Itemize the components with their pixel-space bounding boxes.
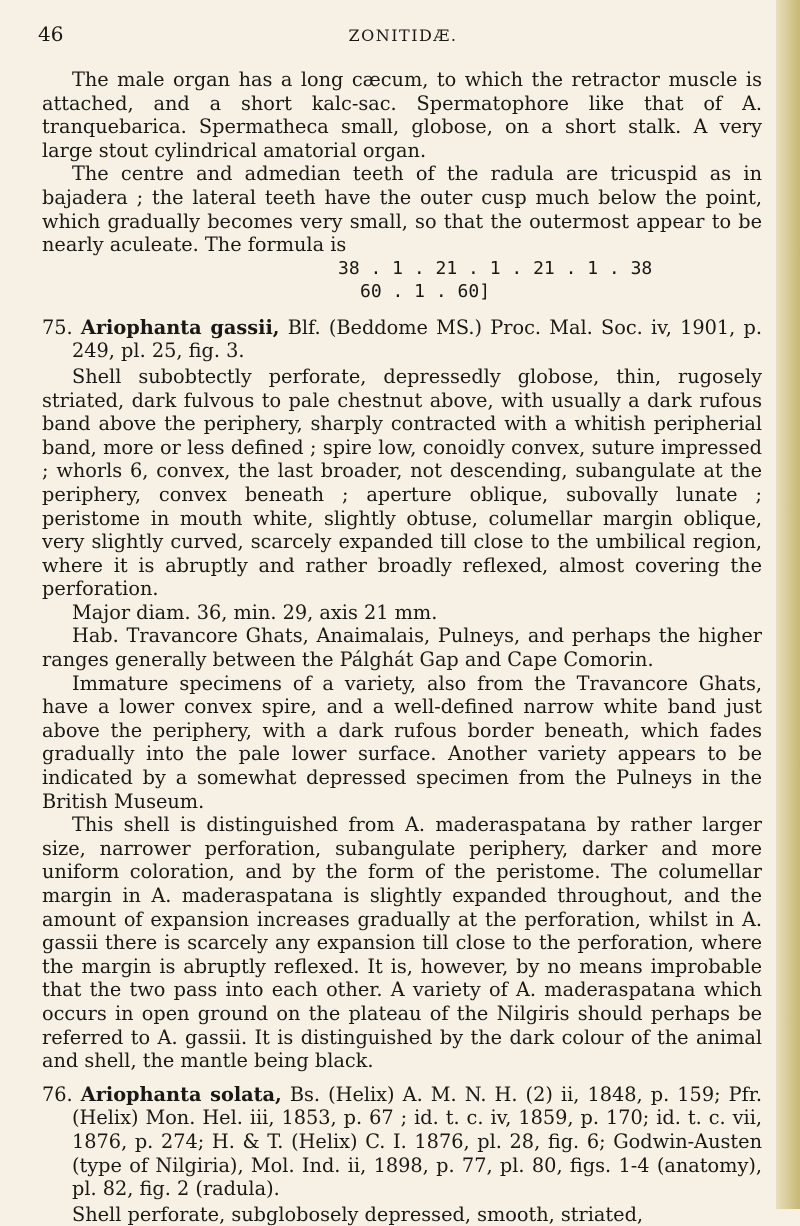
species-76-citation: Bs. (Helix) A. M. N. H. (2) ii, 1848, p. 159; Pfr. (Helix) Mon. Hel. iii, 1853, p. 67 ; id. t. c. iv, 1859, p. 170; id. t. c. vii, 1876, p. 274; H. & T. (Helix) C. I. 1876, pl. 28, fig. 6; Godwin-Austen (type of Nilgiria), Mol. Ind. ii, 1898, p. 77, pl. 80, figs. 1-4 (anatomy), pl. 82, fig. 2 (radula).: [72, 1082, 762, 1201]
radula-formula-line-1: 38 . 1 . 21 . 1 . 21 . 1 . 38: [338, 257, 653, 279]
radula-formula-line-2: 60 . 1 . 60]: [360, 280, 491, 302]
species-75-number: 75.: [42, 315, 73, 339]
page-header: [38, 22, 768, 56]
species-75-name: Ariophanta gassii,: [80, 315, 280, 339]
species-76-name: Ariophanta solata,: [80, 1082, 282, 1106]
page-edge: [776, 0, 800, 1209]
page-number: 46: [38, 22, 64, 46]
species-75-shell-description: Shell subobtectly perforate, depressedly globose, thin, rugosely striated, dark fulvous to pale chestnut above, with usually a dark rufous band above the periphery, sharply contracted with a whitish peripherial band, more or less defined ; spire low, conoidly convex, suture impressed ; whorls 6, convex, the last broader, not descending, subangulate at the periphery, convex beneath ; aperture oblique, subovally lunate ; peristome in mouth white, slightly obtuse, columellar margin oblique, very slightly curved, scarcely expanded till close to the umbilical region, where it is abruptly and rather broadly reflexed, almost covering the perforation.: [42, 364, 762, 601]
species-75-heading: [42, 316, 762, 363]
running-head: ZONITIDÆ.: [348, 26, 458, 45]
species-75-dimensions: Major diam. 36, min. 29, axis 21 mm.: [72, 600, 438, 624]
paragraph-male-organ: The male organ has a long cæcum, to which the retractor muscle is attached, and a short kalc-sac. Spermatophore like that of A. tranquebarica. Spermatheca small, globose, on a short stalk. A very large stout cylindrical amatorial organ.: [42, 68, 762, 162]
page-body: [42, 68, 762, 1226]
species-75-habitat: Hab. Travancore Ghats, Anaimalais, Pulneys, and perhaps the higher ranges generally between the Pálghát Gap and Cape Comorin.: [42, 624, 762, 672]
species-75-immature: Immature specimens of a variety, also from the Travancore Ghats, have a lower convex spire, and a well-defined narrow white band just above the periphery, with a dark rufous border beneath, which fades gradually into the pale lower surface. Another variety appears to be indicated by a somewhat depressed specimen from the Pulneys in the British Museum.: [42, 671, 762, 813]
paragraph-radula: The centre and admedian teeth of the radula are tricuspid as in bajadera ; the lateral teeth have the outer cusp much below the point, which gradually becomes very small, so that the outermost appear to be nearly aculeate. The formula is: [42, 162, 762, 257]
species-76-shell-description: Shell perforate, subglobosely depressed, smooth, striated,: [72, 1202, 644, 1226]
species-75-citation: Blf. (Beddome MS.) Proc. Mal. Soc. iv, 1901, p. 249, pl. 25, fig. 3.: [72, 315, 762, 363]
species-76-heading: [42, 1083, 762, 1201]
species-75-distinguished: This shell is distinguished from A. maderaspatana by rather larger size, narrower perforation, subangulate periphery, darker and more uniform coloration, and by the form of the peristome. The columellar margin in A. maderaspatana is slightly expanded throughout, and the amount of expansion increases gradually at the perforation, whilst in A. gassii there is scarcely any expansion till close to the perforation, where the margin is abruptly reflexed. It is, however, by no means improbable that the two pass into each other. A variety of A. maderaspatana which occurs in open ground on the plateau of the Nilgiris should perhaps be referred to A. gassii. It is distinguished by the dark colour of the animal and shell, the mantle being black.: [42, 813, 762, 1073]
species-76-number: 76.: [42, 1082, 73, 1106]
